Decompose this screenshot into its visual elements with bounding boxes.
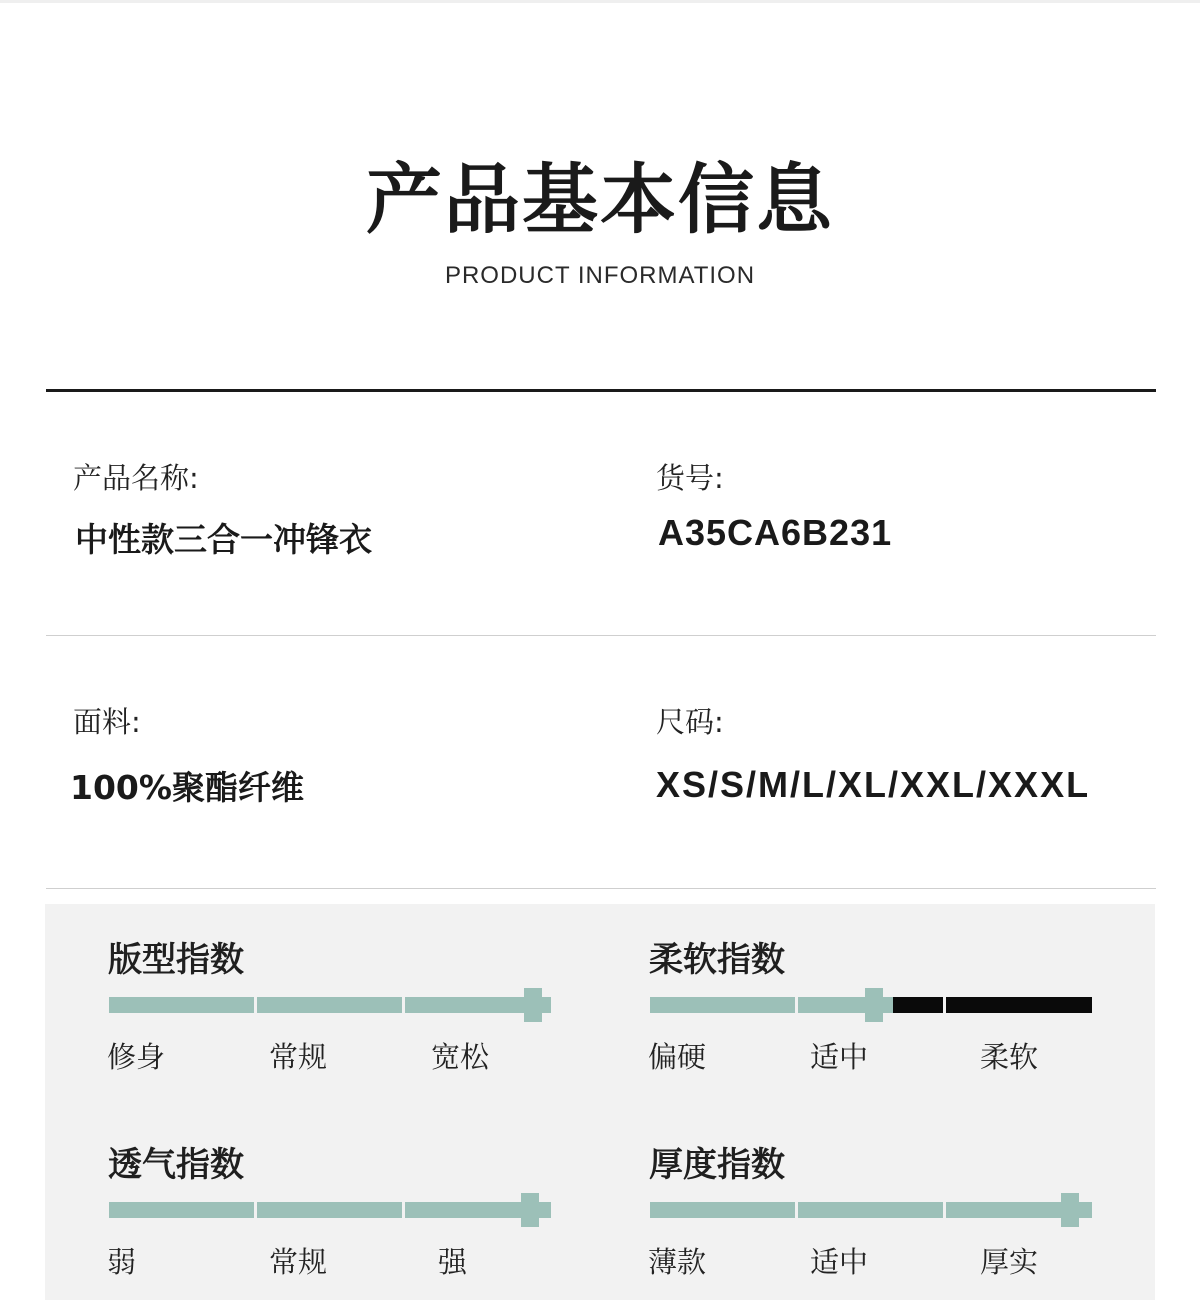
softness-index-title: 柔软指数	[649, 940, 785, 980]
index-panel	[45, 904, 1155, 1300]
thickness-index-title: 厚度指数	[649, 1145, 785, 1185]
fit-level-1: 修身	[107, 1040, 166, 1074]
fit-level-3: 宽松	[431, 1040, 490, 1074]
thickness-level-1: 薄款	[648, 1245, 707, 1279]
bar-segment	[650, 1202, 795, 1218]
row-divider	[46, 635, 1156, 636]
section-divider	[46, 389, 1156, 392]
breathability-index-marker	[521, 1193, 539, 1227]
softness-level-2: 适中	[810, 1040, 869, 1074]
top-divider	[0, 0, 1200, 3]
size-value: XS/S/M/L/XL/XXL/XXXL	[656, 764, 1091, 805]
breathability-index-title: 透气指数	[108, 1145, 244, 1185]
softness-index-marker	[865, 988, 883, 1022]
bar-segment	[257, 1202, 402, 1218]
bar-segment	[650, 997, 795, 1013]
breathability-index-bar	[109, 1202, 551, 1218]
bar-segment	[109, 997, 254, 1013]
page-subtitle: PRODUCT INFORMATION	[444, 262, 756, 289]
fit-index-marker	[524, 988, 542, 1022]
breathability-level-2: 常规	[269, 1245, 328, 1279]
fabric-value: 100%聚酯纤维	[70, 768, 304, 807]
bar-segment-remaining	[893, 997, 943, 1013]
thickness-level-3: 厚实	[980, 1245, 1039, 1279]
thickness-index-marker	[1061, 1193, 1079, 1227]
fit-level-2: 常规	[269, 1040, 328, 1074]
bar-segment	[798, 1202, 943, 1218]
sku-value: A35CA6B231	[658, 512, 893, 553]
fit-index-bar	[109, 997, 551, 1013]
bar-segment-remaining	[946, 997, 1092, 1013]
fabric-label: 面料:	[73, 705, 141, 739]
bar-segment	[257, 997, 402, 1013]
breathability-level-3: 强	[438, 1245, 468, 1279]
thickness-index-bar	[650, 1202, 1092, 1218]
size-label: 尺码:	[656, 705, 724, 739]
bar-segment	[109, 1202, 254, 1218]
softness-level-1: 偏硬	[648, 1040, 707, 1074]
softness-index-bar	[650, 997, 1092, 1013]
sku-label: 货号:	[656, 461, 724, 495]
row-divider	[46, 888, 1156, 889]
thickness-level-2: 适中	[810, 1245, 869, 1279]
product-name-value: 中性款三合一冲锋衣	[75, 520, 372, 559]
softness-level-3: 柔软	[980, 1040, 1039, 1074]
page-title: 产品基本信息	[366, 155, 834, 244]
fit-index-title: 版型指数	[108, 940, 244, 980]
breathability-level-1: 弱	[107, 1245, 137, 1279]
product-name-label: 产品名称:	[73, 461, 199, 495]
